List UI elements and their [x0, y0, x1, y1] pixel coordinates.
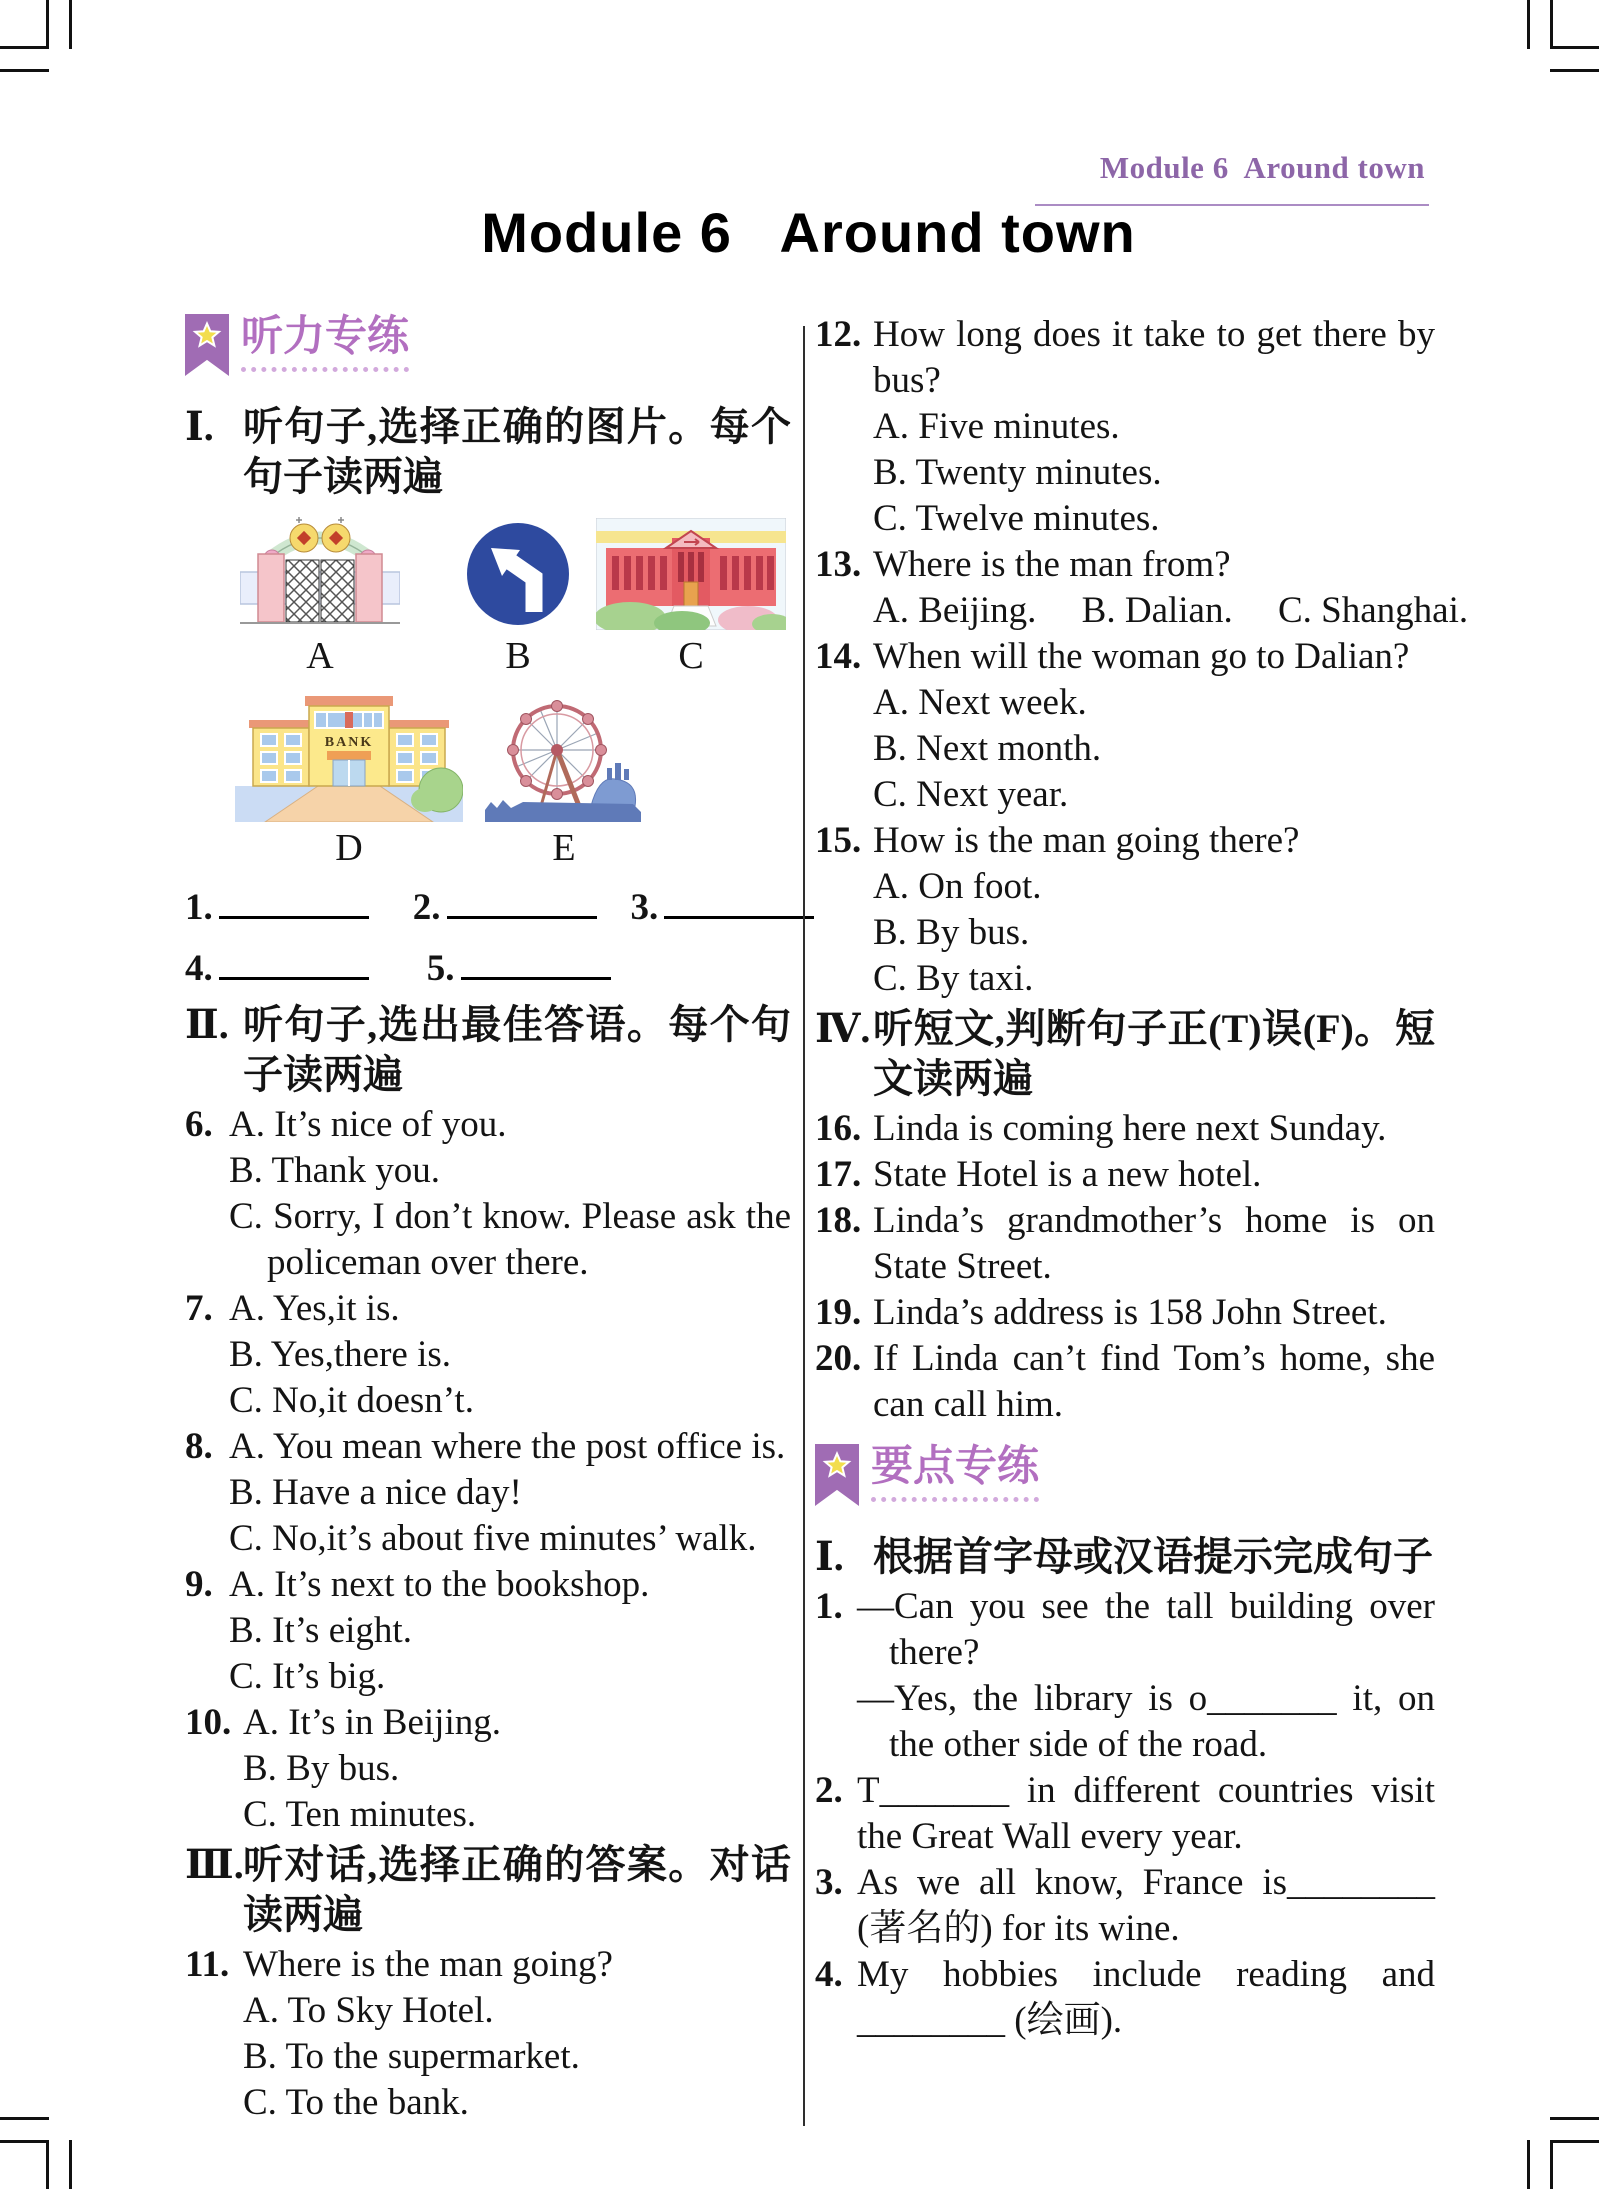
- option-text: A. It’s in Beijing.: [243, 1702, 501, 1743]
- picture-label: E: [552, 827, 576, 869]
- question-6: 6. A. It’s nice of you. B. Thank you. C. Sorry, I don’t know. Please ask the policeman over there.: [185, 1102, 791, 1286]
- keypoint-item-1: 1. —Can you see the tall building over there? —Yes, the library is o_______ it, on the other side of the road.: [815, 1584, 1435, 1768]
- badge-label-keypoints: 要点专练: [871, 1444, 1039, 1502]
- option-text: B. Twenty minutes.: [873, 452, 1162, 493]
- answer-blank-line: [461, 945, 611, 980]
- picture-label: C: [678, 635, 704, 677]
- page-title: Module 6 Around town: [481, 201, 1136, 264]
- star-icon: [192, 321, 222, 351]
- ferris-wheel-illustration: [483, 694, 645, 822]
- section-heading-1: [185, 402, 791, 502]
- question-14: 14. When will the woman go to Dalian? A. Next week. B. Next month. C. Next year.: [815, 634, 1435, 818]
- statement-17: 17. State Hotel is a new hotel.: [815, 1152, 1435, 1198]
- bank-illustration: [235, 688, 463, 822]
- section-heading-3: [185, 1840, 791, 1940]
- option-text: C. Sorry, I don’t know. Please ask the policeman over there.: [229, 1196, 791, 1283]
- section-numeral: Ⅰ.: [815, 1534, 844, 1579]
- answer-blank-line: [447, 884, 597, 919]
- option-text: A. It’s next to the bookshop.: [229, 1564, 650, 1605]
- option-text: B. It’s eight.: [229, 1610, 412, 1651]
- option-text: A. To Sky Hotel.: [243, 1990, 494, 2031]
- section-numeral: Ⅰ.: [185, 404, 214, 449]
- answer-blank-2: 2.: [413, 884, 597, 931]
- keypoint-item-3: 3. As we all know, France is________ (著名的) for its wine.: [815, 1860, 1435, 1952]
- dialogue-line: —Yes, the library is o_______ it, on the other side of the road.: [857, 1678, 1435, 1765]
- picture-row-2: [185, 688, 791, 870]
- corner-mark: [69, 2140, 72, 2189]
- section-instruction: 根据首字母或汉语提示完成句子: [873, 1534, 1433, 1579]
- badge-label-listening: 听力专练: [241, 314, 409, 372]
- bookmark-ribbon-icon: [185, 314, 229, 376]
- dialogue-line: —Can you see the tall building over there?: [857, 1586, 1435, 1673]
- page-content: [185, 312, 1469, 2126]
- statement-text: Linda’s grandmother’s home is on State Street.: [873, 1200, 1435, 1287]
- corner-mark: [1527, 2140, 1530, 2189]
- picture-option-b: [462, 518, 574, 678]
- section-instruction: 听对话,选择正确的答案。对话读两遍: [243, 1842, 791, 1937]
- question-text: How long does it take to get there by bus?: [873, 314, 1435, 401]
- keypoints-section-heading: [815, 1532, 1435, 1582]
- option-text: B. Thank you.: [229, 1150, 441, 1191]
- statement-text: If Linda can’t find Tom’s home, she can call him.: [873, 1338, 1435, 1425]
- bank-sign-text: BANK: [324, 735, 374, 750]
- option-text: A. Yes,it is.: [229, 1288, 400, 1329]
- option-text: B. Have a nice day!: [229, 1472, 522, 1513]
- keypoint-item-2: 2. T_______ in different countries visit the Great Wall every year.: [815, 1768, 1435, 1860]
- question-text: Where is the man from?: [873, 544, 1231, 585]
- statement-text: State Hotel is a new hotel.: [873, 1154, 1262, 1195]
- option-text: C. To the bank.: [243, 2082, 469, 2123]
- option-text: B. Next month.: [873, 728, 1102, 769]
- section-badge-keypoints: [815, 1444, 1435, 1518]
- option-row: [873, 588, 1469, 634]
- picture-label: A: [306, 635, 334, 677]
- option-text: A. On foot.: [873, 866, 1042, 907]
- corner-mark: [0, 2117, 49, 2120]
- park-gate-illustration: [240, 512, 400, 630]
- option-text: C. Twelve minutes.: [873, 498, 1160, 539]
- option-text: C. No,it doesn’t.: [229, 1380, 474, 1421]
- picture-label: D: [335, 827, 363, 869]
- corner-mark: [1550, 2140, 1599, 2189]
- turn-left-sign-illustration: [462, 518, 574, 630]
- question-13: 13. Where is the man from? A. Beijing. B. Dalian. C. Shanghai.: [815, 542, 1435, 634]
- question-12: 12. How long does it take to get there by bus? A. Five minutes. B. Twenty minutes. C. Twelve minutes.: [815, 312, 1435, 542]
- corner-mark: [0, 0, 49, 49]
- running-header: Module 6 Around town: [1099, 150, 1425, 185]
- section-heading-2: [185, 1000, 791, 1100]
- question-text: How is the man going there?: [873, 820, 1300, 861]
- option-text: B. By bus.: [243, 1748, 400, 1789]
- answer-blank-line: [664, 884, 814, 919]
- option-text: B. To the supermarket.: [243, 2036, 580, 2077]
- question-11: 11. Where is the man going? A. To Sky Hotel. B. To the supermarket. C. To the bank.: [185, 1942, 791, 2126]
- item-text: T_______ in different countries visit the Great Wall every year.: [857, 1770, 1435, 1857]
- picture-label: B: [505, 635, 531, 677]
- section-numeral: Ⅳ.: [815, 1006, 871, 1051]
- keypoint-item-4: 4. My hobbies include reading and ________ (绘画).: [815, 1952, 1435, 2044]
- option-text: C. Shanghai.: [1277, 590, 1469, 631]
- option-text: A. Beijing.: [873, 590, 1037, 631]
- option-text: C. Ten minutes.: [243, 1794, 477, 1835]
- statement-20: 20. If Linda can’t find Tom’s home, she can call him.: [815, 1336, 1435, 1428]
- option-text: C. No,it’s about five minutes’ walk.: [229, 1518, 757, 1559]
- section-heading-4: [815, 1004, 1435, 1104]
- question-text: Where is the man going?: [243, 1944, 613, 1985]
- statement-text: Linda’s address is 158 John Street.: [873, 1292, 1387, 1333]
- corner-mark: [1527, 0, 1530, 49]
- answer-blank-line: [219, 945, 369, 980]
- bookmark-ribbon-icon: [815, 1444, 859, 1506]
- corner-mark: [0, 69, 49, 72]
- corner-mark: [1550, 69, 1599, 72]
- answer-blank-4: 4.: [185, 945, 369, 992]
- option-text: C. By taxi.: [873, 958, 1034, 999]
- statement-18: 18. Linda’s grandmother’s home is on State Street.: [815, 1198, 1435, 1290]
- question-8: 8. A. You mean where the post office is. B. Have a nice day! C. No,it’s about five minutes’ walk.: [185, 1424, 791, 1562]
- question-10: 10. A. It’s in Beijing. B. By bus. C. Ten minutes.: [185, 1700, 791, 1838]
- section-numeral: Ⅱ.: [185, 1002, 229, 1047]
- answer-blank-row-2: [185, 945, 791, 992]
- option-text: B. Dalian.: [1081, 590, 1233, 631]
- corner-mark: [0, 2140, 49, 2189]
- star-icon: [822, 1451, 852, 1481]
- question-7: 7. A. Yes,it is. B. Yes,there is. C. No,it doesn’t.: [185, 1286, 791, 1424]
- question-text: When will the woman go to Dalian?: [873, 636, 1410, 677]
- item-text: My hobbies include reading and ________ (绘画).: [857, 1954, 1435, 2041]
- picture-option-e: [483, 694, 645, 870]
- column-divider: [803, 326, 805, 2126]
- answer-blank-1: 1.: [185, 884, 369, 931]
- question-9: 9. A. It’s next to the bookshop. B. It’s eight. C. It’s big.: [185, 1562, 791, 1700]
- picture-row-1: [185, 512, 791, 678]
- question-15: 15. How is the man going there? A. On foot. B. By bus. C. By taxi.: [815, 818, 1435, 1002]
- answer-blank-5: 5.: [427, 945, 611, 992]
- option-text: A. It’s nice of you.: [229, 1104, 507, 1145]
- section-instruction: 听句子,选择正确的图片。每个句子读两遍: [243, 404, 791, 499]
- museum-illustration: [596, 518, 786, 630]
- section-instruction: 听句子,选出最佳答语。每个句子读两遍: [243, 1002, 791, 1097]
- option-text: C. Next year.: [873, 774, 1069, 815]
- section-badge-listening: [185, 314, 791, 388]
- picture-option-d: [235, 688, 463, 870]
- statement-text: Linda is coming here next Sunday.: [873, 1108, 1387, 1149]
- option-text: B. By bus.: [873, 912, 1030, 953]
- statement-16: 16. Linda is coming here next Sunday.: [815, 1106, 1435, 1152]
- option-text: A. You mean where the post office is.: [229, 1426, 786, 1467]
- answer-blank-line: [219, 884, 369, 919]
- item-text: As we all know, France is________ (著名的) for its wine.: [857, 1862, 1435, 1949]
- option-text: C. It’s big.: [229, 1656, 386, 1697]
- corner-mark: [1550, 2117, 1599, 2120]
- left-column: [185, 312, 791, 2126]
- section-instruction: 听短文,判断句子正(T)误(F)。短文读两遍: [873, 1006, 1435, 1101]
- option-text: A. Next week.: [873, 682, 1087, 723]
- statement-19: 19. Linda’s address is 158 John Street.: [815, 1290, 1435, 1336]
- right-column: [815, 312, 1469, 2126]
- picture-option-a: [240, 512, 400, 678]
- section-numeral: Ⅲ.: [185, 1842, 244, 1887]
- option-text: B. Yes,there is.: [229, 1334, 452, 1375]
- answer-blank-row-1: [185, 884, 791, 931]
- picture-option-c: [596, 518, 786, 678]
- corner-mark: [69, 0, 72, 49]
- option-text: A. Five minutes.: [873, 406, 1120, 447]
- corner-mark: [1550, 0, 1599, 49]
- answer-blank-3: 3.: [631, 884, 815, 931]
